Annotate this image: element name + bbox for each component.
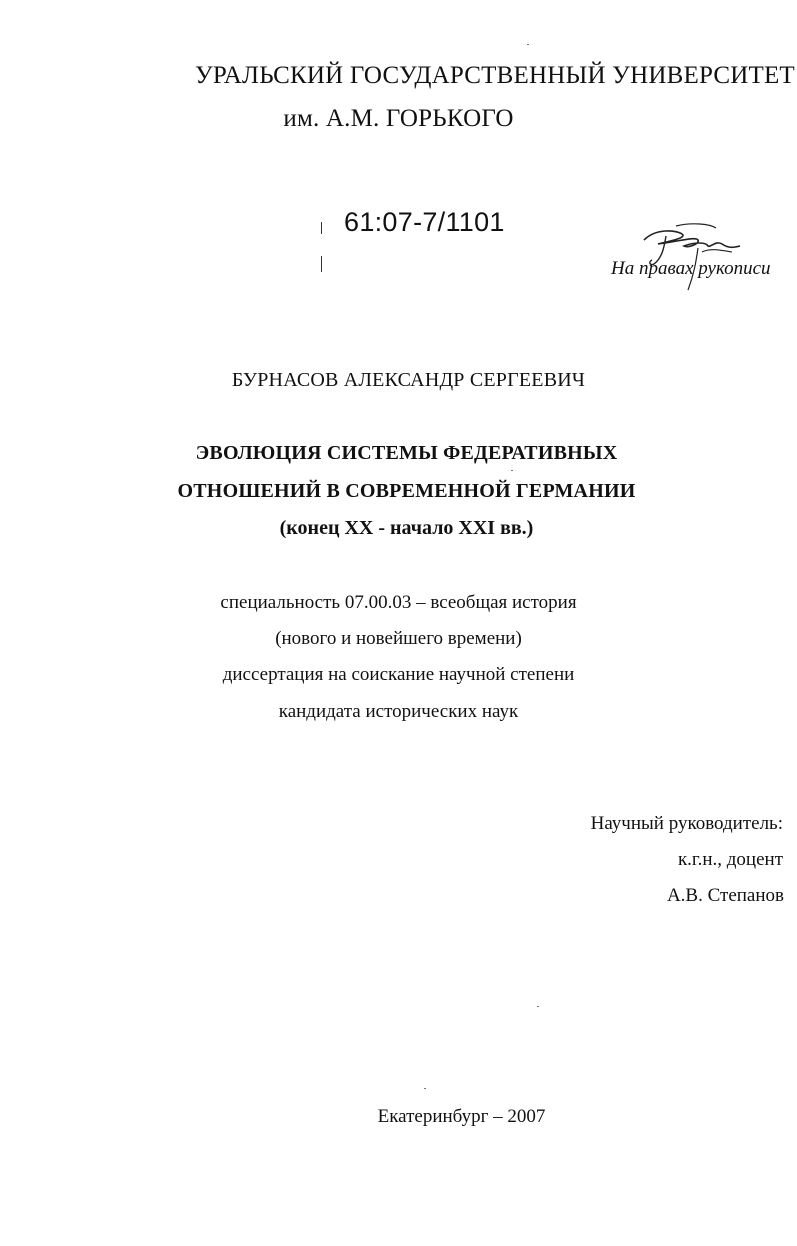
margin-tick	[321, 222, 322, 234]
university-named-after: им. А.М. ГОРЬКОГО	[283, 105, 514, 132]
manuscript-rights-note: На правах рукописи	[611, 258, 771, 279]
library-code: 61:07-7/1101	[344, 207, 505, 237]
supervisor-name: А.В. Степанов	[666, 885, 784, 906]
specialty-line: специальность 07.00.03 – всеобщая история	[220, 592, 577, 613]
margin-tick	[321, 256, 322, 272]
supervisor-label: Научный руководитель:	[590, 813, 783, 834]
place-and-year: Екатеринбург – 2007	[377, 1106, 546, 1127]
supervisor-degree: к.г.н., доцент	[677, 849, 783, 870]
scan-speck	[424, 1088, 426, 1089]
dissertation-title-line-1: ЭВОЛЮЦИЯ СИСТЕМЫ ФЕДЕРАТИВНЫХ	[195, 442, 618, 464]
degree-name: кандидата исторических наук	[278, 701, 519, 722]
scan-speck	[511, 470, 513, 471]
dissertation-title-line-2: ОТНОШЕНИЙ В СОВРЕМЕННОЙ ГЕРМАНИИ	[177, 480, 636, 502]
author-name: БУРНАСОВ АЛЕКСАНДР СЕРГЕЕВИЧ	[231, 369, 586, 391]
scan-speck	[527, 44, 529, 45]
specialty-detail: (нового и новейшего времени)	[275, 628, 522, 649]
university-name-text: УРАЛЬСКИЙ ГОСУДАРСТВЕННЫЙ УНИВЕРСИТЕТ	[195, 62, 795, 89]
degree-purpose: диссертация на соискание научной степени	[222, 664, 575, 685]
scan-speck	[537, 1006, 539, 1007]
dissertation-subtitle: (конец XX - начало XXI вв.)	[279, 517, 534, 539]
